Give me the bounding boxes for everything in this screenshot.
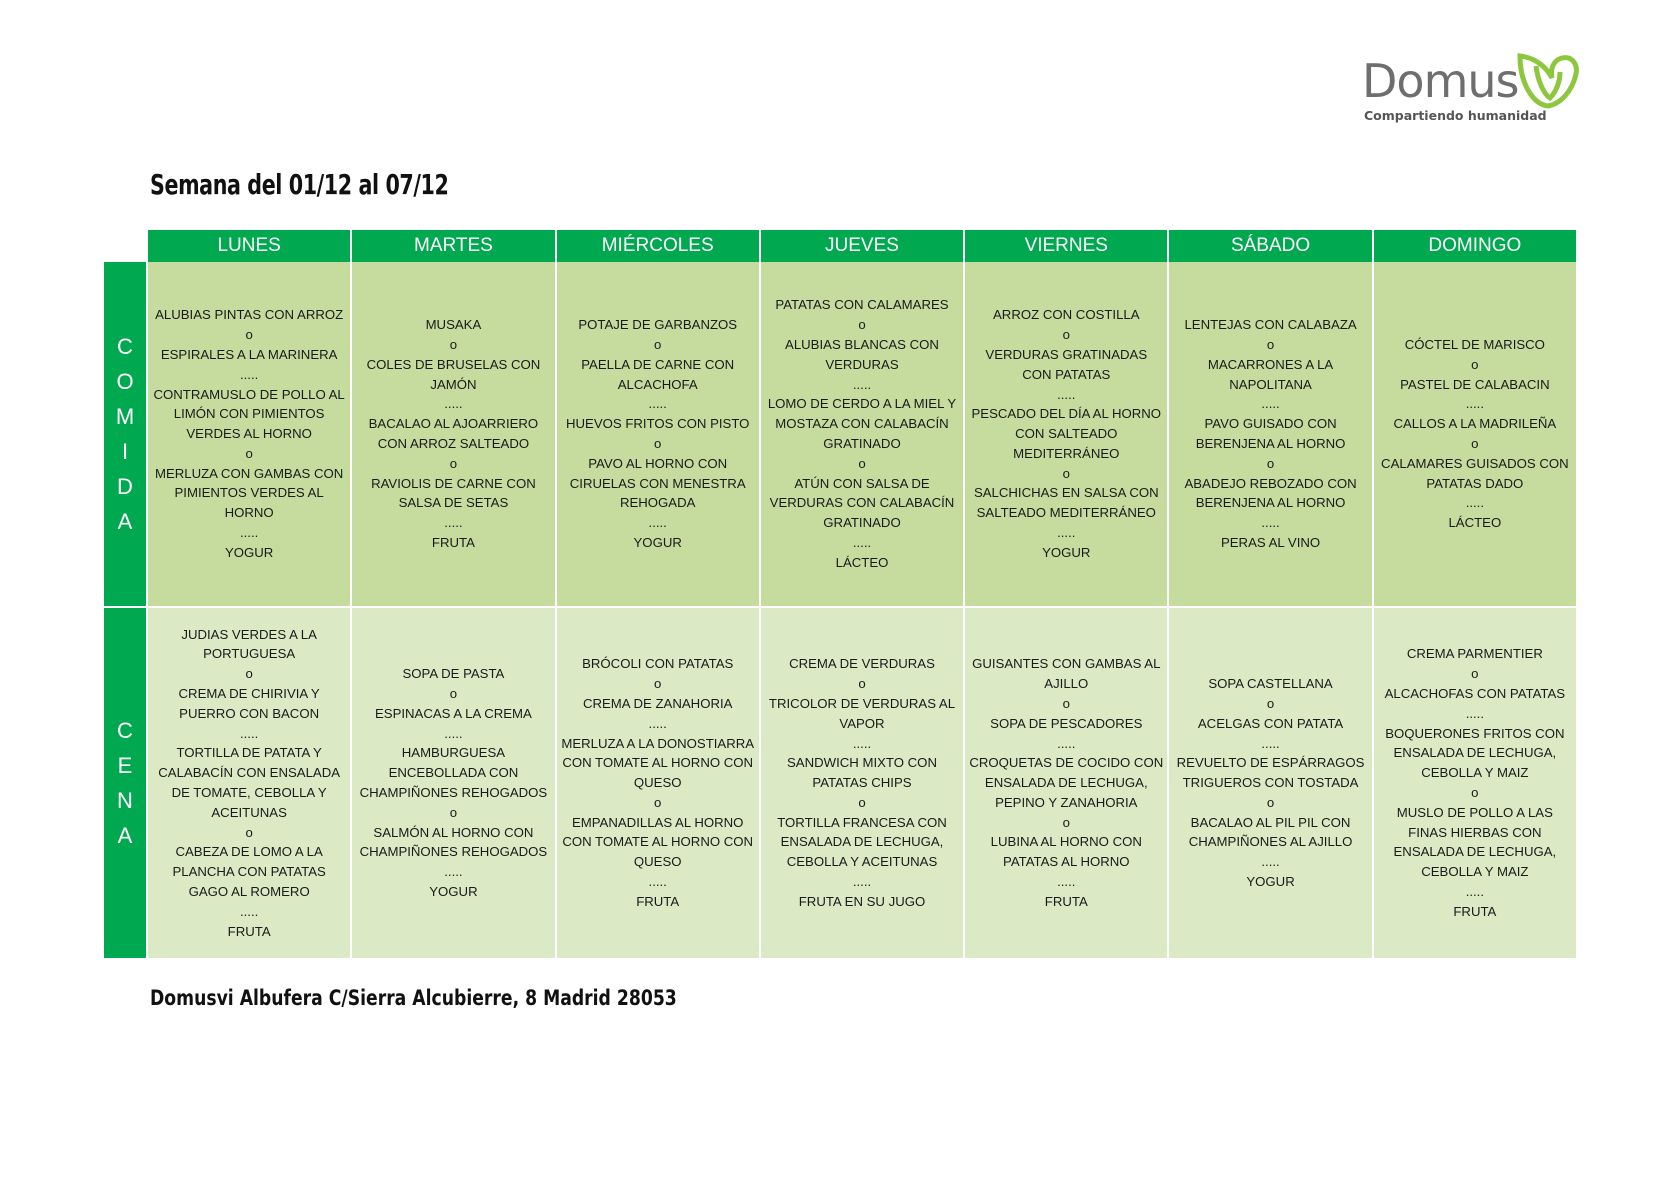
menu-line: PERAS AL VINO: [1220, 534, 1321, 550]
day-header-1: MARTES: [350, 230, 554, 262]
menu-line: FRUTA: [227, 923, 271, 939]
menu-cell-cena-5: [1167, 608, 1371, 958]
menu-line: FRUTA: [1044, 893, 1088, 909]
menu-cell-comida-2: [555, 262, 759, 608]
menu-line: o: [245, 666, 253, 682]
menu-cell-cena-0: [146, 608, 350, 958]
menu-line: o: [245, 824, 253, 840]
menu-line: MACARRONES A LA NAPOLITANA: [1207, 356, 1334, 392]
menu-line: o: [1471, 436, 1479, 451]
menu-line: SOPA CASTELLANA: [1208, 676, 1333, 692]
menu-cell-cena-2: [555, 608, 759, 958]
menu-line: CREMA DE ZANAHORIA: [582, 695, 733, 711]
menu-line: o: [1471, 356, 1479, 372]
menu-line: JUDIAS VERDES A LA PORTUGUESA: [181, 626, 317, 662]
menu-line: o: [1266, 337, 1275, 353]
menu-cell-cena-1: [350, 608, 554, 958]
meal-label-letter: A: [117, 823, 133, 848]
menu-line: ATÚN CON SALSA DE VERDURAS CON CALABACÍN GRATINADO: [769, 475, 955, 531]
menu-line: .....: [444, 515, 463, 531]
menu-line: o: [858, 794, 866, 810]
day-header-4: VIERNES: [963, 230, 1167, 262]
vi-leaf-icon: [1514, 52, 1586, 110]
weekly-menu-table: [104, 230, 1576, 958]
meal-label-cena: [104, 608, 146, 958]
menu-line: o: [1266, 794, 1275, 810]
menu-line: .....: [1465, 396, 1485, 412]
menu-line: .....: [1057, 386, 1076, 402]
menu-line: CREMA DE CHIRIVIA Y PUERRO CON BACON: [178, 686, 320, 721]
menu-line: o: [1062, 695, 1070, 711]
menu-line: o: [654, 794, 662, 810]
menu-line: o: [1062, 465, 1070, 481]
meal-label-letter: C: [117, 334, 133, 359]
menu-line: .....: [648, 396, 667, 412]
menu-line: o: [1062, 327, 1070, 343]
menu-line: o: [449, 337, 458, 353]
day-header-5: SÁBADO: [1167, 230, 1371, 262]
menu-line: FRUTA EN SU JUGO: [798, 893, 926, 909]
menu-line: o: [858, 317, 866, 333]
meal-label-letter: I: [121, 439, 129, 464]
menu-line: .....: [852, 376, 872, 392]
menu-line: LÁCTEO: [1448, 515, 1502, 531]
menu-line: YOGUR: [633, 534, 682, 550]
menu-line: o: [1266, 695, 1275, 711]
day-header-3: JUEVES: [759, 230, 963, 262]
menu-line: .....: [648, 874, 667, 890]
menu-line: ACELGAS CON PATATA: [1197, 715, 1344, 731]
menu-line: o: [1471, 666, 1479, 682]
menu-line: PASTEL DE CALABACIN: [1400, 376, 1550, 392]
menu-line: LENTEJAS CON CALABAZA: [1184, 317, 1357, 333]
menu-line: .....: [1261, 515, 1280, 531]
menu-line: BACALAO AL PIL PIL CON CHAMPIÑONES AL AJILLO: [1188, 814, 1353, 850]
menu-line: POTAJE DE GARBANZOS: [578, 317, 738, 333]
meal-label-letter: M: [115, 404, 135, 429]
meal-label-letter: D: [117, 474, 133, 499]
meal-label-letter: A: [117, 509, 133, 534]
menu-line: o: [654, 676, 662, 692]
menu-line: PAVO GUISADO CON BERENJENA AL HORNO: [1195, 416, 1346, 451]
menu-line: ABADEJO REBOZADO CON BERENJENA AL HORNO: [1184, 475, 1357, 511]
domusvi-logo: [1362, 52, 1592, 124]
menu-line: .....: [1465, 495, 1485, 511]
menu-line: SALCHICHAS EN SALSA CON SALTEADO MEDITERRÁNEO: [973, 485, 1159, 521]
menu-line: TORTILLA FRANCESA CON ENSALADA DE LECHUGA, CEBOLLA Y ACEITUNAS: [777, 814, 947, 870]
menu-line: CROQUETAS DE COCIDO CON ENSALADA DE LECHUGA, PEPINO Y ZANAHORIA: [969, 755, 1164, 810]
week-title: Semana del 01/12 al 07/12: [150, 168, 449, 201]
menu-line: .....: [648, 515, 667, 531]
day-header-6: DOMINGO: [1372, 230, 1576, 262]
meal-label-letter: C: [117, 718, 133, 743]
menu-line: CONTRAMUSLO DE POLLO AL LIMÓN CON PIMIENTOS VERDES AL HORNO: [153, 386, 345, 442]
menu-cell-comida-1: [350, 262, 554, 608]
menu-line: YOGUR: [224, 544, 274, 560]
menu-line: .....: [1057, 735, 1076, 751]
menu-line: o: [1062, 814, 1070, 830]
meal-label-letter: E: [117, 753, 133, 778]
day-header-2: MIÉRCOLES: [555, 230, 759, 262]
menu-line: GUISANTES CON GAMBAS AL AJILLO: [972, 656, 1161, 692]
menu-line: o: [1471, 785, 1479, 800]
menu-line: BRÓCOLI CON PATATAS: [582, 656, 734, 672]
menu-line: .....: [852, 534, 872, 550]
menu-cell-cena-6: [1372, 608, 1576, 958]
menu-line: MUSLO DE POLLO A LAS FINAS HIERBAS CON ENSALADA DE LECHUGA, CEBOLLA Y MAIZ: [1393, 804, 1557, 880]
menu-line: o: [245, 445, 253, 461]
menu-line: LÁCTEO: [835, 554, 889, 570]
menu-line: .....: [1465, 883, 1485, 899]
menu-line: .....: [239, 903, 259, 919]
menu-line: ARROZ CON COSTILLA: [993, 307, 1140, 323]
menu-cell-comida-4: [963, 262, 1167, 608]
menu-line: HUEVOS FRITOS CON PISTO: [565, 416, 750, 432]
menu-line: .....: [1057, 525, 1076, 541]
menu-line: .....: [239, 725, 259, 741]
menu-line: FRUTA: [636, 893, 680, 909]
menu-line: CÓCTEL DE MARISCO: [1404, 337, 1545, 353]
menu-line: .....: [852, 735, 872, 751]
menu-line: o: [858, 676, 866, 692]
menu-line: .....: [852, 874, 872, 890]
day-header-0: LUNES: [146, 230, 350, 262]
menu-line: LUBINA AL HORNO CON PATATAS AL HORNO: [990, 834, 1142, 870]
menu-line: PESCADO DEL DÍA AL HORNO CON SALTEADO MEDITERRÁNEO: [971, 406, 1162, 461]
menu-line: FRUTA: [431, 534, 475, 550]
menu-line: BOQUERONES FRITOS CON ENSALADA DE LECHUGA, CEBOLLA Y MAIZ: [1385, 725, 1565, 781]
menu-line: ESPIRALES A LA MARINERA: [160, 346, 338, 362]
menu-line: FRUTA: [1453, 903, 1497, 919]
menu-line: o: [858, 455, 866, 471]
menu-line: CALLOS A LA MADRILEÑA: [1393, 416, 1557, 432]
menu-line: ALUBIAS BLANCAS CON VERDURAS: [785, 337, 939, 372]
menu-line: BACALAO AL AJOARRIERO CON ARROZ SALTEADO: [368, 416, 539, 451]
menu-line: PAELLA DE CARNE CON ALCACHOFA: [581, 356, 735, 392]
menu-line: TRICOLOR DE VERDURAS AL VAPOR: [768, 695, 956, 731]
menu-line: .....: [1261, 735, 1280, 751]
menu-cell-comida-0: [146, 262, 350, 608]
menu-line: o: [449, 455, 458, 471]
menu-line: MERLUZA CON GAMBAS CON PIMIENTOS VERDES AL HORNO: [154, 465, 344, 521]
menu-line: .....: [1057, 874, 1076, 890]
menu-line: .....: [1465, 705, 1485, 721]
menu-line: PAVO AL HORNO CON CIRUELAS CON MENESTRA REHOGADA: [569, 455, 746, 511]
menu-line: .....: [239, 366, 259, 382]
menu-line: SALMÓN AL HORNO CON CHAMPIÑONES REHOGADOS: [359, 824, 548, 860]
menu-line: CABEZA DE LOMO A LA PLANCHA CON PATATAS GAGO AL ROMERO: [172, 844, 326, 899]
menu-line: SOPA DE PASTA: [402, 666, 505, 682]
menu-line: HAMBURGUESA ENCEBOLLADA CON CHAMPIÑONES REHOGADOS: [359, 745, 548, 800]
menu-cell-comida-3: [759, 262, 963, 608]
menu-line: o: [245, 327, 253, 343]
menu-cell-comida-6: [1372, 262, 1576, 608]
table-corner: [104, 230, 146, 262]
menu-cell-comida-5: [1167, 262, 1371, 608]
menu-line: o: [449, 686, 458, 702]
menu-line: SOPA DE PESCADORES: [990, 715, 1143, 731]
menu-line: VERDURAS GRATINADAS CON PATATAS: [985, 346, 1148, 382]
menu-line: o: [654, 436, 662, 451]
menu-line: REVUELTO DE ESPÁRRAGOS TRIGUEROS CON TOSTADA: [1176, 755, 1365, 791]
menu-line: COLES DE BRUSELAS CON JAMÓN: [366, 356, 541, 392]
menu-line: o: [1266, 455, 1275, 471]
menu-line: YOGUR: [1042, 544, 1091, 560]
menu-line: .....: [444, 864, 463, 880]
menu-line: YOGUR: [1246, 874, 1295, 890]
menu-line: YOGUR: [429, 883, 478, 899]
menu-line: CREMA DE VERDURAS: [789, 656, 935, 672]
menu-line: LOMO DE CERDO A LA MIEL Y MOSTAZA CON CALABACÍN GRATINADO: [767, 396, 957, 451]
menu-line: .....: [648, 715, 667, 731]
meal-label-comida: [104, 262, 146, 608]
meal-label-letter: O: [116, 369, 134, 394]
menu-line: .....: [444, 396, 463, 412]
menu-line: .....: [239, 525, 259, 541]
menu-line: MERLUZA A LA DONOSTIARRA CON TOMATE AL HORNO CON QUESO: [561, 735, 755, 791]
menu-line: ALUBIAS PINTAS CON ARROZ: [155, 307, 344, 323]
menu-cell-cena-4: [963, 608, 1167, 958]
menu-line: SANDWICH MIXTO CON PATATAS CHIPS: [787, 755, 937, 791]
menu-line: ALCACHOFAS CON PATATAS: [1384, 686, 1566, 702]
menu-line: TORTILLA DE PATATA Y CALABACÍN CON ENSALADA DE TOMATE, CEBOLLA Y ACEITUNAS: [158, 745, 341, 820]
menu-line: CALAMARES GUISADOS CON PATATAS DADO: [1381, 455, 1569, 491]
menu-line: RAVIOLIS DE CARNE CON SALSA DE SETAS: [371, 475, 536, 511]
menu-line: CREMA PARMENTIER: [1406, 646, 1543, 662]
logo-tagline: Compartiendo humanidad: [1364, 108, 1547, 123]
menu-line: ESPINACAS A LA CREMA: [374, 705, 532, 721]
menu-line: .....: [1261, 396, 1280, 412]
menu-line: PATATAS CON CALAMARES: [775, 297, 949, 313]
menu-line: o: [449, 804, 458, 820]
menu-line: EMPANADILLAS AL HORNO CON TOMATE AL HORNO CON QUESO: [562, 814, 754, 870]
menu-cell-cena-3: [759, 608, 963, 958]
menu-line: MUSAKA: [425, 317, 482, 333]
meal-label-letter: N: [117, 788, 133, 813]
menu-line: .....: [444, 725, 463, 741]
menu-line: o: [654, 337, 662, 353]
footer-address: Domusvi Albufera C/Sierra Alcubierre, 8 Madrid 28053: [150, 986, 677, 1010]
logo-wordmark: Domus: [1362, 54, 1519, 108]
menu-line: .....: [1261, 854, 1280, 870]
